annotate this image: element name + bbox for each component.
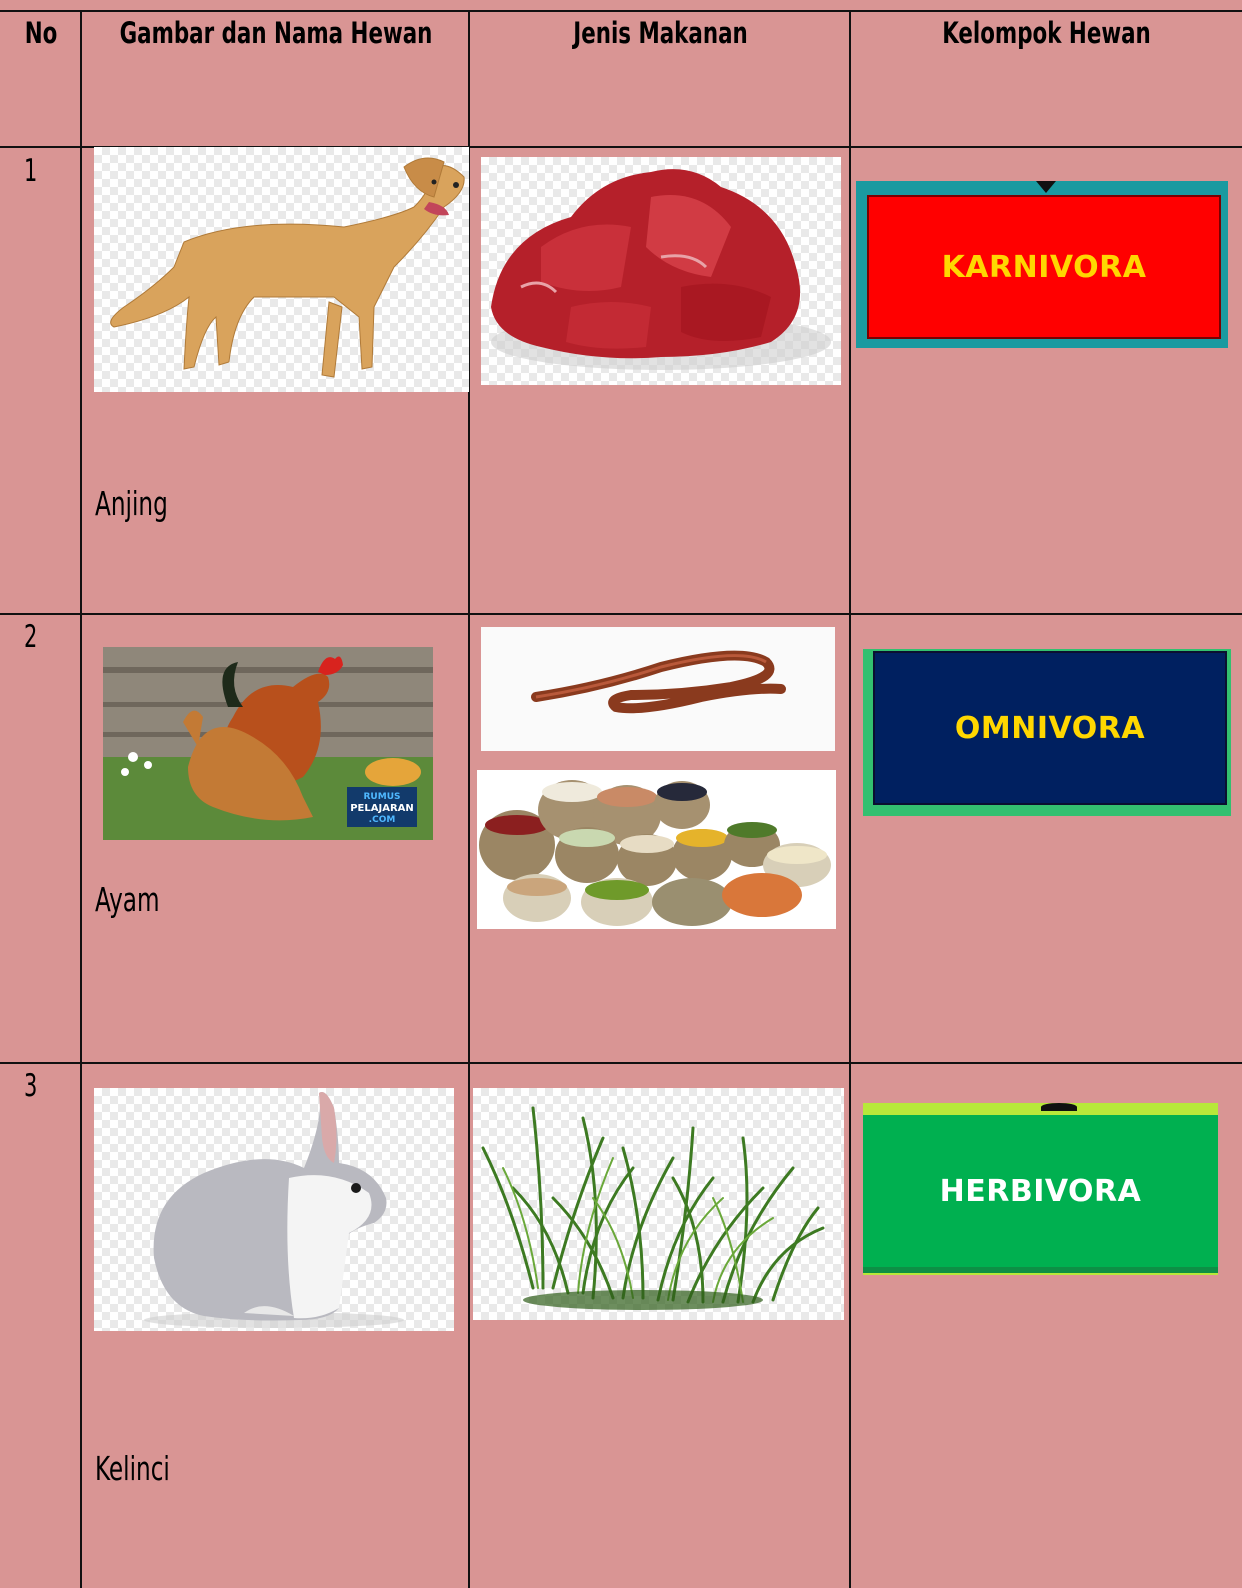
header-group: Kelompok Hewan [942, 16, 1151, 50]
row-3-number: 3 [24, 1068, 38, 1104]
header-food: Jenis Makanan [573, 16, 748, 50]
karnivora-label: KARNIVORA [867, 195, 1221, 339]
watermark-line-3: .COM [368, 815, 396, 825]
omnivora-badge [863, 649, 1231, 816]
rabbit-image [94, 1088, 454, 1331]
omnivora-label: OMNIVORA [873, 651, 1227, 805]
dog-image [94, 147, 469, 392]
row-divider-2 [0, 613, 1242, 615]
earthworm-image [481, 627, 835, 751]
row-2-number: 2 [24, 619, 38, 655]
row-divider-3 [0, 1062, 1242, 1064]
column-divider-1 [80, 10, 82, 1588]
herbivora-label: HERBIVORA [863, 1115, 1218, 1273]
grass-image [473, 1088, 844, 1320]
chicken-image [103, 647, 433, 840]
herbivora-badge [863, 1103, 1218, 1275]
table-border-top [0, 10, 1242, 12]
meat-image [481, 157, 841, 385]
animal-name-3: Kelinci [95, 1449, 170, 1488]
column-divider-3 [849, 10, 851, 1588]
animal-name-1: Anjing [95, 484, 168, 523]
animal-name-2: Ayam [95, 880, 160, 919]
karnivora-badge [856, 181, 1228, 348]
watermark-line-1: RUMUS [363, 792, 401, 802]
header-no: No [24, 16, 58, 50]
row-1-number: 1 [24, 153, 38, 189]
watermark-line-2: PELAJARAN [350, 803, 414, 814]
header-animal: Gambar dan Nama Hewan [119, 16, 433, 50]
seeds-grains-image [477, 770, 836, 929]
